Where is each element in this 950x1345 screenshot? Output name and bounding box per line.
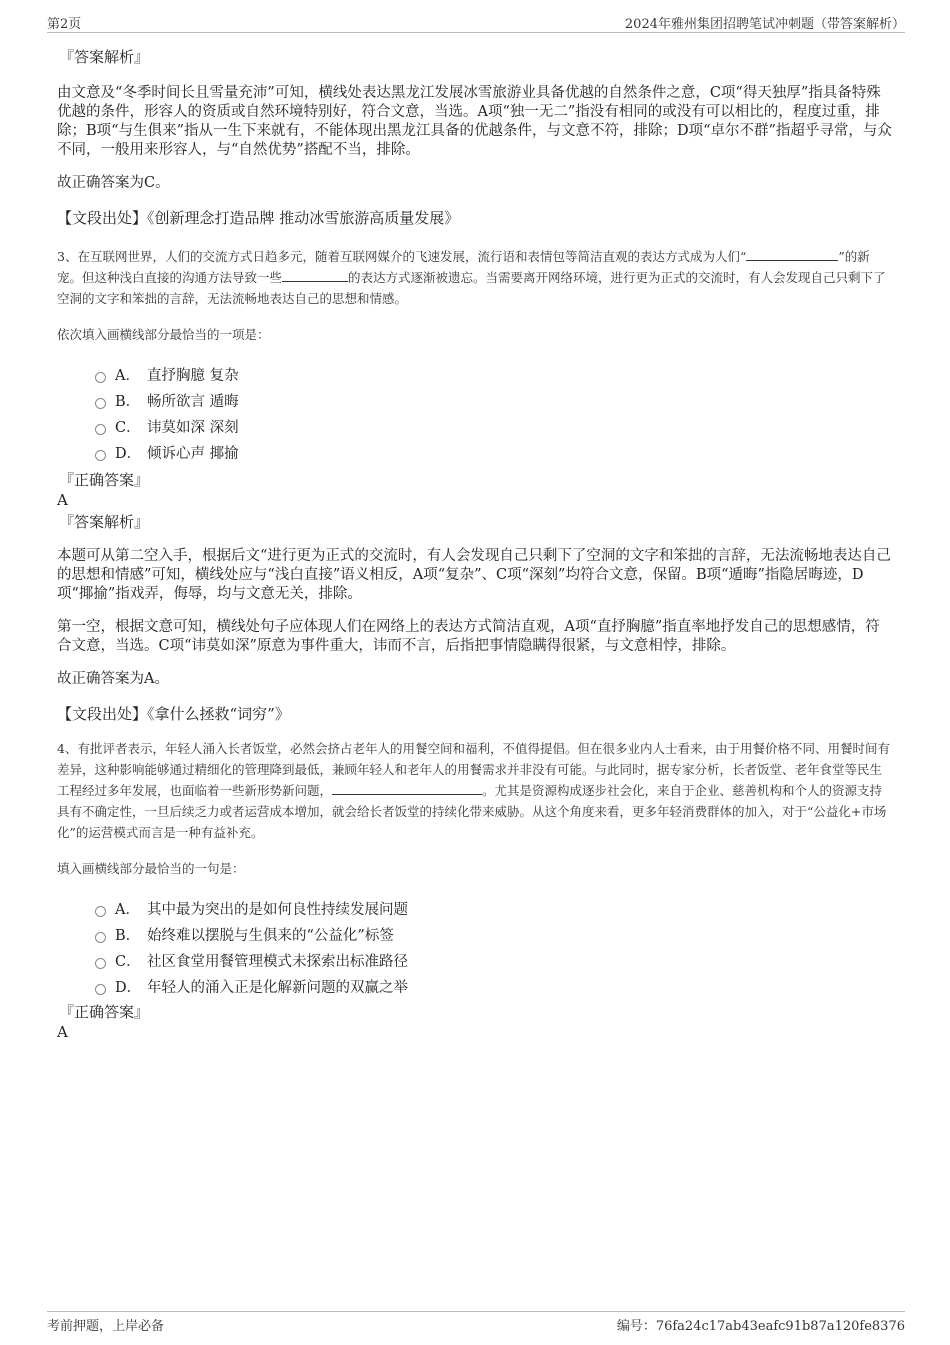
q3-source: 【文段出处】《拿什么拯救“词穷”》 [57, 705, 290, 723]
q3-correct-answer: A [57, 491, 68, 509]
q3-analysis-text-1: 本题可从第二空入手，根据后文“进行更为正式的交流时，有人会发现自己只剩下了空洞的文字和笨拙的言辞，无法流畅地表达自己的思想和情感”可知，横线处应与“浅白直接”语义相反，A项“复杂”、C项“深刻”均符合文意，保留。B项“遁晦”指隐居晦迹，D项“揶揄”指戏弄，侮辱，均与文意无关，排除。 [57, 548, 891, 602]
q4-option-c[interactable]: C． 社区食堂用餐管理模式未探索出标准路径 [95, 947, 893, 973]
radio-icon[interactable] [95, 984, 106, 995]
radio-icon[interactable] [95, 932, 106, 943]
q3-option-a[interactable]: A． 直抒胸臆 复杂 [95, 361, 893, 387]
q2-conclusion: 故正确答案为C。 [57, 175, 170, 191]
q4-option-b[interactable]: B． 始终难以摆脱与生俱来的“公益化”标签 [95, 921, 893, 947]
q4-option-a[interactable]: A． 其中最为突出的是如何良性持续发展问题 [95, 895, 893, 921]
page-footer [47, 1311, 905, 1336]
q3-options [95, 361, 893, 465]
q4-question-text: 4、有批评者表示，年轻人涌入长者饭堂，必然会挤占老年人的用餐空间和福利，不值得提倡。但在很多业内人士看来，由于用餐价格不同、用餐时间有差异，这种影响能够通过精细化的管理降到最低，兼顾年轻人和老年人的用餐需求并非没有可能。与此同时，据专家分析，长者饭堂、老年食堂等民生工程经过多年发展，也面临着一些新形势新问题， 。尤其是资源构成逐步社会化，来自于企业、慈善机构和个人的资源支持具有不确定性，一旦后续乏力或者运营成本增加，就会给长者饭堂的持续化带来威胁。从这个角度来看，更多年轻消费群体的加入，对于“公益化+市场化”的运营模式而言是一种有益补充。 [57, 741, 890, 840]
radio-icon[interactable] [95, 450, 106, 461]
q4-correct-label: 『正确答案』 [59, 1003, 150, 1021]
q2-analysis-text: 由文意及“冬季时间长且雪量充沛”可知，横线处表达黑龙江发展冰雪旅游业具备优越的自然条件之意，C项“得天独厚”指具备特殊优越的条件，形容人的资质或自然环境特别好，符合文意，当选。A项“独一无二”指没有相同的或没有可以相比的，程度过重，排除；B项“与生俱来”指从一生下来就有，不能体现出黑龙江具备的优越条件，与文意不符，排除；D项“卓尔不群”指超乎寻常，与众不同，一般用来形容人，与“自然优势”搭配不当，排除。 [57, 85, 892, 158]
document-title: 2024年雅州集团招聘笔试冲刺题（带答案解析） [624, 17, 905, 32]
q3-blank-1 [746, 247, 838, 261]
q2-analysis-label: 『答案解析』 [59, 48, 150, 66]
q3-option-d[interactable]: D． 倾诉心声 揶揄 [95, 439, 893, 465]
q4-blank [332, 781, 482, 795]
q3-prompt: 依次填入画横线部分最恰当的一项是： [57, 327, 270, 342]
page-header [47, 11, 905, 33]
q2-source: 【文段出处】《创新理念打造品牌 推动冰雪旅游高质量发展》 [57, 209, 460, 227]
q3-analysis-text-2: 第一空，根据文意可知，横线处句子应体现人们在网络上的表达方式简洁直观，A项“直抒胸臆”指直率地抒发自己的思想感情，符合文意，当选。C项“讳莫如深”原意为事件重大，讳而不言，后指把事情隐瞒得很紧，与文意相悖，排除。 [57, 619, 880, 654]
q4-options [95, 895, 893, 999]
q3-blank-2 [282, 268, 348, 282]
q4-correct-answer: A [57, 1023, 68, 1041]
document-code: 编号：76fa24c17ab43eafc91b87a120fe8376 [616, 1319, 905, 1334]
q3-analysis-label: 『答案解析』 [59, 513, 150, 531]
radio-icon[interactable] [95, 372, 106, 383]
q3-correct-label: 『正确答案』 [59, 471, 150, 489]
radio-icon[interactable] [95, 398, 106, 409]
q3-conclusion: 故正确答案为A。 [57, 671, 169, 687]
q3-option-c[interactable]: C． 讳莫如深 深刻 [95, 413, 893, 439]
q3-question-text: 3、在互联网世界，人们的交流方式日趋多元，随着互联网媒介的飞速发展，流行语和表情包等简洁直观的表达方式成为人们“ ”的新宠。但这种浅白直接的沟通方法导致一些 的表达方式逐渐被遗忘。当需要离开网络环境，进行更为正式的交流时，有人会发现自己只剩下了空洞的文字和笨拙的言辞，无法流畅地表达自己的思想和情感。 [57, 249, 886, 306]
footer-slogan: 考前押题，上岸必备 [47, 1319, 165, 1334]
radio-icon[interactable] [95, 958, 106, 969]
radio-icon[interactable] [95, 424, 106, 435]
page-number: 第2页 [47, 17, 82, 32]
q4-option-d[interactable]: D． 年轻人的涌入正是化解新问题的双赢之举 [95, 973, 893, 999]
page-content [57, 42, 893, 1041]
q3-option-b[interactable]: B． 畅所欲言 遁晦 [95, 387, 893, 413]
q4-prompt: 填入画横线部分最恰当的一句是： [57, 861, 245, 876]
radio-icon[interactable] [95, 906, 106, 917]
